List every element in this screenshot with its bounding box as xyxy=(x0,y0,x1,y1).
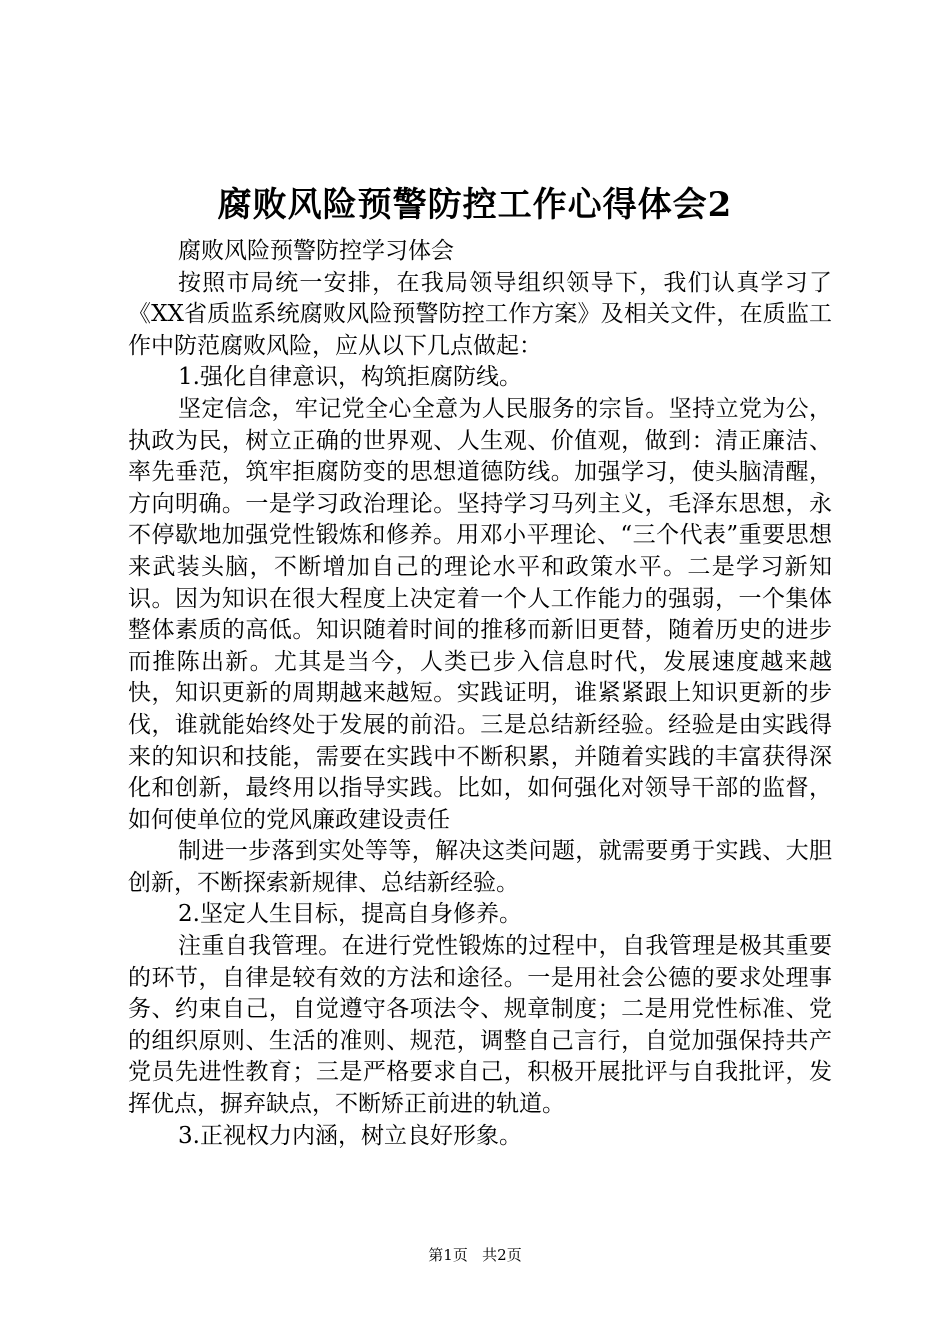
section-heading-1: 1.强化自律意识，构筑拒腐防线。 xyxy=(178,364,522,391)
document-title: 腐败风险预警防控工作心得体会2 xyxy=(217,185,733,225)
section-heading-2: 2.坚定人生目标，提高自身修养。 xyxy=(178,901,522,928)
document-body xyxy=(128,236,832,1152)
page-total: 共2页 xyxy=(482,1246,522,1264)
page-footer xyxy=(0,1245,950,1265)
intro-paragraph: 按照市局统一安排，在我局领导组织领导下，我们认真学习了《XX省质监系统腐败风险预警防控工作方案》及相关文件，在质监工作中防范腐败风险，应从以下几点做起： xyxy=(128,269,832,359)
body-paragraph: 注重自我管理。在进行党性锻炼的过程中，自我管理是极其重要的环节，自律是较有效的方法和途径。一是用社会公德的要求处理事务、约束自己，自觉遵守各项法令、规章制度；二是用党性标准、党的组织原则、生活的准则、规范，调整自己言行，自觉加强保持共产党员先进性教育；三是严格要求自己，积极开展批评与自我批评，发挥优点，摒弃缺点，不断矫正前进的轨道。 xyxy=(128,933,832,1118)
page-number: 第1页 xyxy=(428,1246,468,1264)
body-paragraph: 坚定信念，牢记党全心全意为人民服务的宗旨。坚持立党为公，执政为民，树立正确的世界观、人生观、价值观，做到：清正廉洁、率先垂范，筑牢拒腐防变的思想道德防线。加强学习，使头脑清醒，方向明确。一是学习政治理论。坚持学习马列主义，毛泽东思想，永不停歇地加强党性锻炼和修养。用邓小平理论、“三个代表”重要思想来武装头脑，不断增加自己的理论水平和政策水平。二是学习新知识。因为知识在很大程度上决定着一个人工作能力的强弱，一个集体整体素质的高低。知识随着时间的推移而新旧更替，随着历史的进步而推陈出新。尤其是当今，人类已步入信息时代，发展速度越来越快，知识更新的周期越来越短。实践证明，谁紧紧跟上知识更新的步伐，谁就能始终处于发展的前沿。三是总结新经验。经验是由实践得来的知识和技能，需要在实践中不断积累，并随着实践的丰富获得深化和创新，最终用以指导实践。比如，如何强化对领导干部的监督，如何使单位的党风廉政建设责任 xyxy=(128,395,832,833)
section-heading-3: 3.正视权力内涵，树立良好形象。 xyxy=(178,1122,522,1149)
body-paragraph: 制进一步落到实处等等，解决这类问题，就需要勇于实践、大胆创新，不断探索新规律、总结新经验。 xyxy=(128,838,832,896)
subtitle-paragraph: 腐败风险预警防控学习体会 xyxy=(178,238,454,264)
